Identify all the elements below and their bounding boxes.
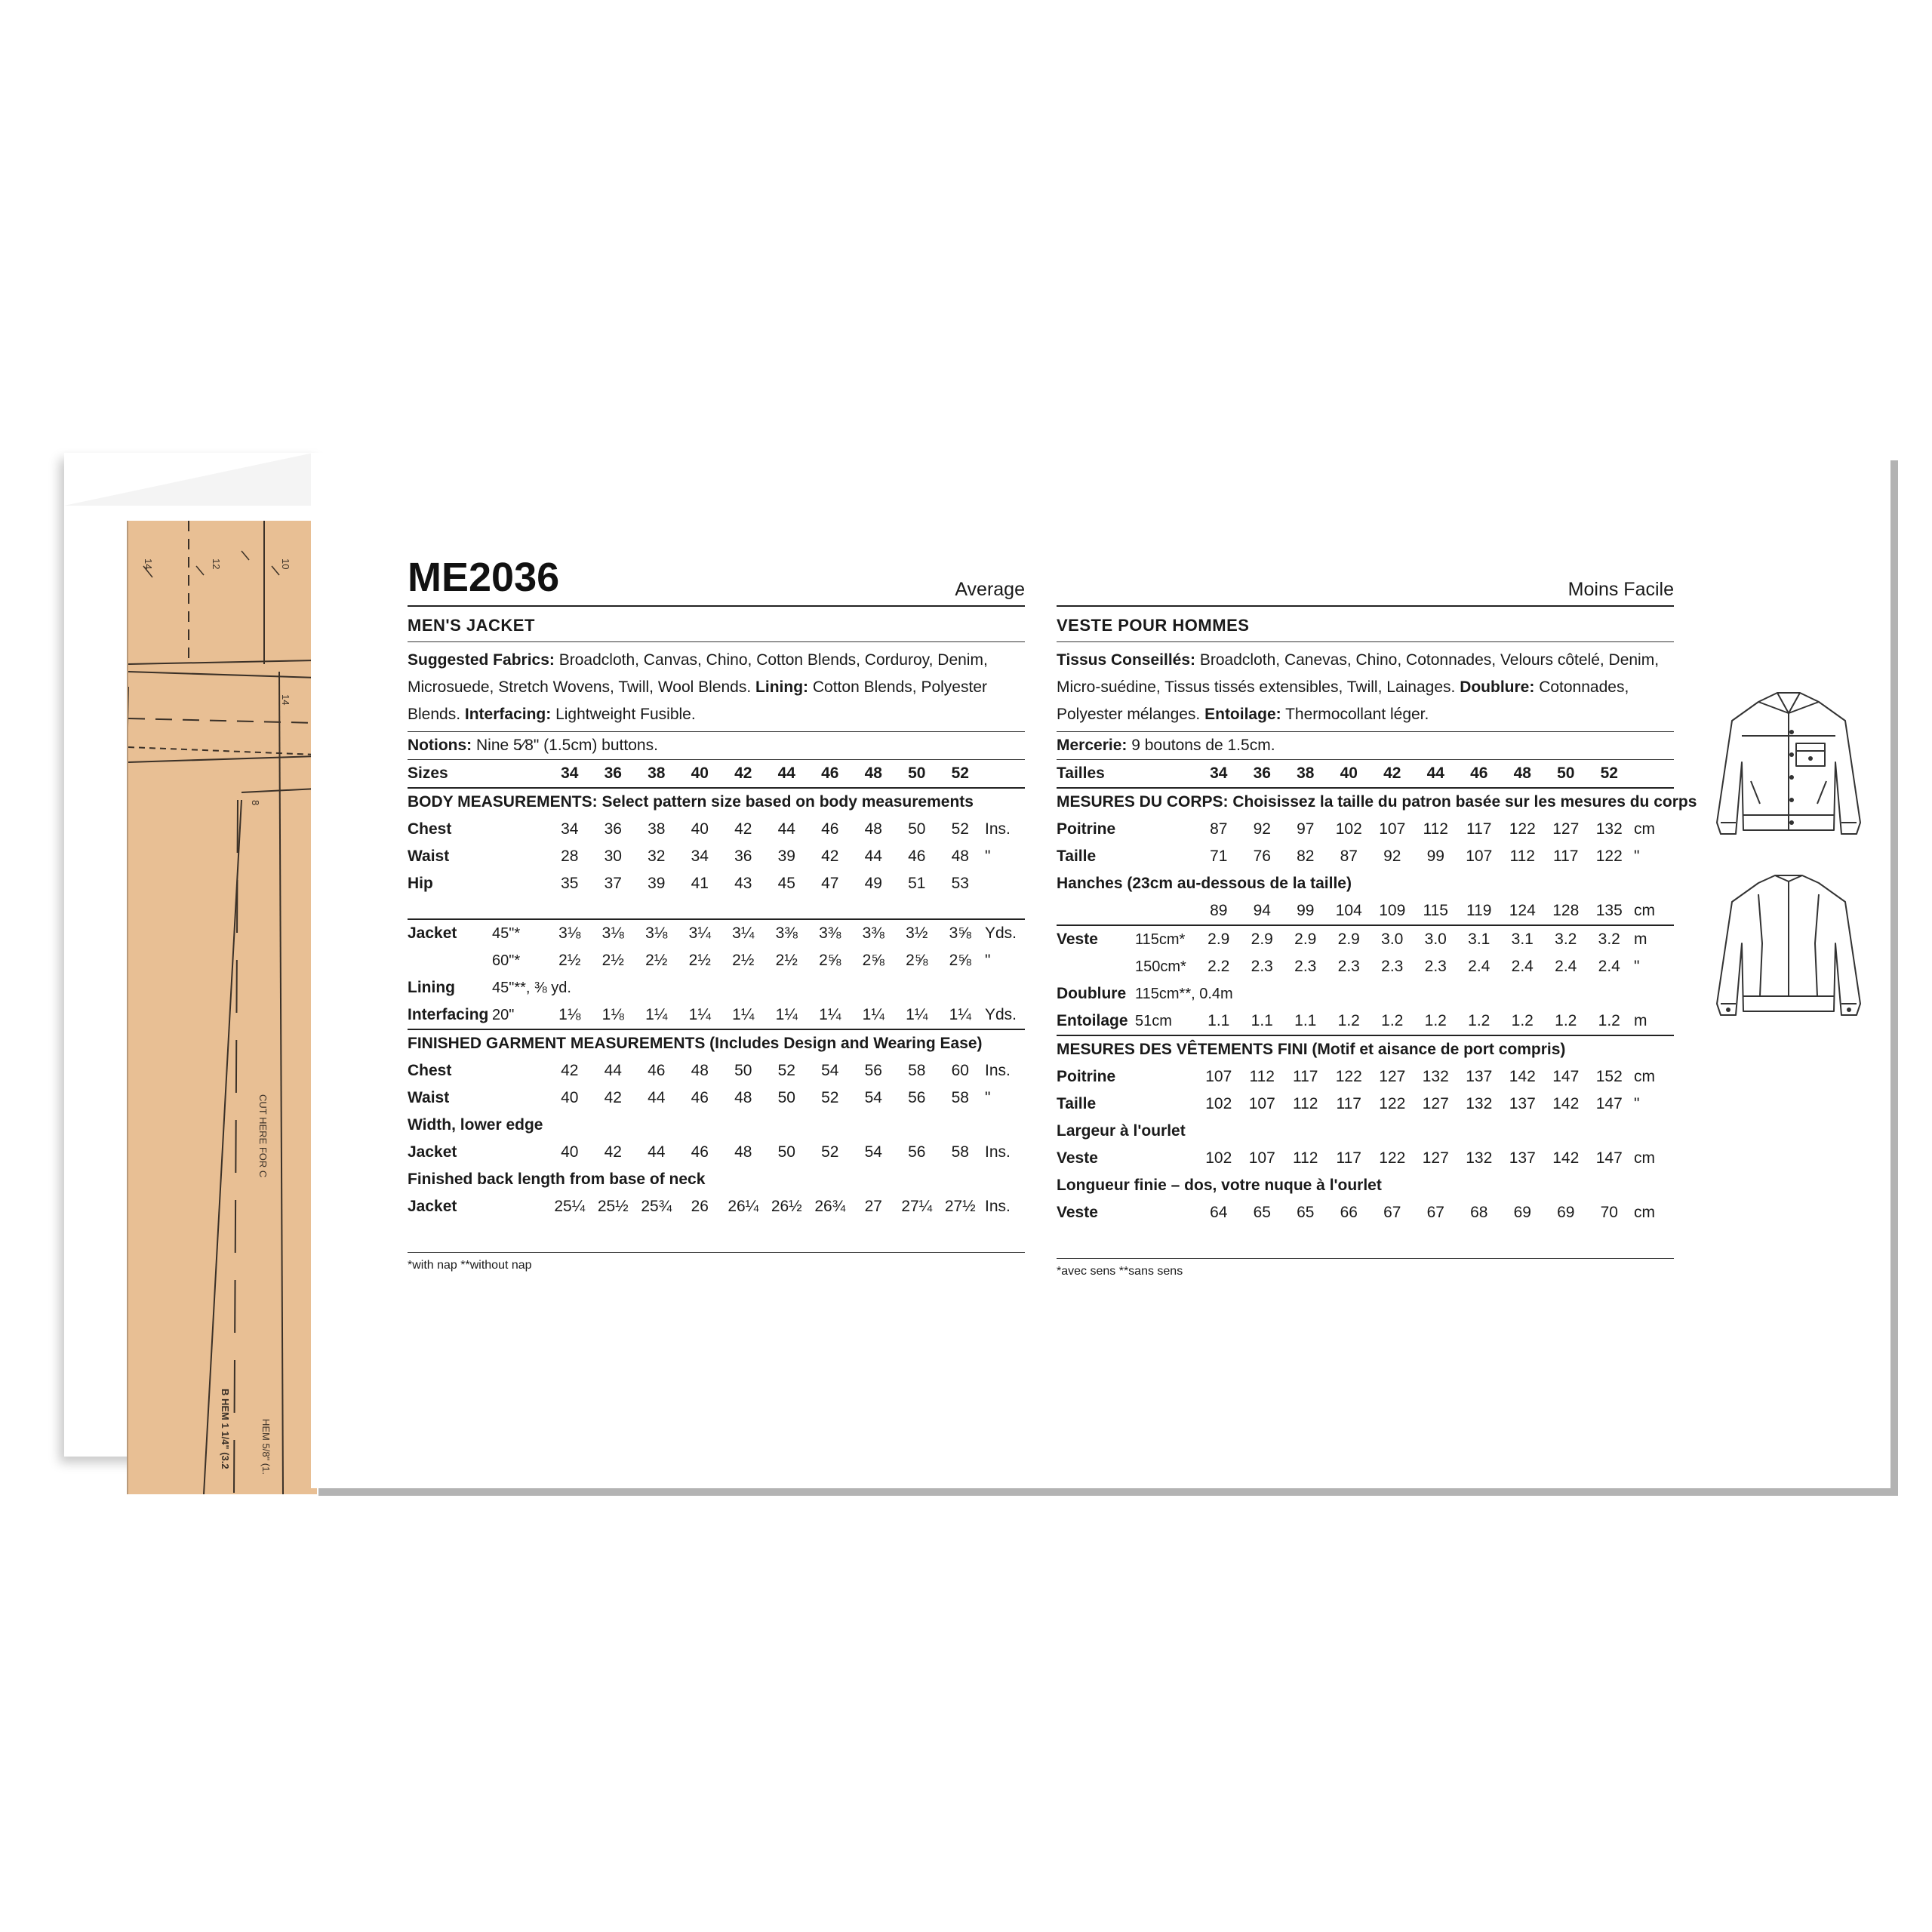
notions: Notions: Nine 5⁄8" (1.5cm) buttons. — [408, 732, 1025, 760]
footnote: *avec sens **sans sens — [1057, 1265, 1183, 1278]
footnote: *with nap **without nap — [408, 1259, 532, 1272]
back-length-label: Longueur finie – dos, votre nuque à l'ourlet — [1057, 1177, 1382, 1194]
pattern-tissue — [127, 521, 317, 1494]
garment-title: VESTE POUR HOMMES — [1057, 607, 1674, 642]
chest-row: Chest 34 36 38 40 42 44 46 48 50 52 Ins. — [408, 820, 1011, 838]
tissue-label: 14 — [280, 694, 291, 706]
finished-waist-row: Waist 40 42 44 46 48 50 52 54 56 58 " — [408, 1089, 991, 1106]
jacket-back-icon — [1706, 860, 1872, 1034]
jacket-60-row: 60"* 2½ 2½ 2½ 2½ 2½ 2½ 2⅝ 2⅝ 2⅝ 2⅝ " — [492, 952, 991, 969]
pattern-code: ME2036 — [408, 555, 560, 600]
body-measurements-title: MESURES DU CORPS: Choisissez la taille du patron basée sur les mesures du corps — [1057, 793, 1697, 811]
english-header — [408, 555, 1025, 607]
french-header — [1057, 558, 1674, 607]
english-column — [408, 555, 1025, 1272]
garment-title: MEN'S JACKET — [408, 607, 1025, 642]
tissue-hem-b: B HEM 1 1/4" (3.2 — [220, 1389, 231, 1469]
width-lower-edge-label: Largeur à l'ourlet — [1057, 1122, 1186, 1140]
tissue-label: 8 — [250, 800, 261, 806]
difficulty-label: Average — [955, 579, 1025, 600]
pattern-tissue-lines — [128, 521, 317, 1494]
tissue-label: 10 — [280, 558, 291, 570]
finished-measurements-title: FINISHED GARMENT MEASUREMENTS (Includes Design and Wearing Ease) — [408, 1035, 983, 1052]
interfacing-row: Entoilage 51cm 1.1 1.1 1.1 1.2 1.2 1.2 1.2 1.2 1.2 1.2 m — [1057, 1008, 1674, 1035]
jacket-45-row: Jacket 45"* 3⅛ 3⅛ 3⅛ 3¼ 3¼ 3⅜ 3⅜ 3⅜ 3½ 3⅝ Yds. — [408, 924, 1017, 942]
tissue-label: 14 — [143, 558, 154, 570]
technical-sketches — [1706, 679, 1872, 1034]
jacket-front-icon — [1706, 679, 1872, 853]
english-measurement-table — [408, 760, 1025, 1253]
sizes-row: Sizes 34 36 38 40 42 44 46 48 50 52 — [408, 760, 1025, 788]
lining-row: Doublure 115cm**, 0.4m — [1057, 985, 1233, 1002]
tissue-cut-text: CUT HERE FOR C — [257, 1094, 269, 1178]
finished-chest-row: Chest 42 44 46 48 50 52 54 56 58 60 Ins. — [408, 1062, 1011, 1079]
chest-row: Poitrine 87 92 97 102 107 112 117 122 127 132 cm — [1057, 820, 1655, 838]
sizes-row: Tailles 34 36 38 40 42 44 46 48 50 52 — [1057, 760, 1674, 788]
tissue-label: 12 — [211, 558, 222, 570]
finished-chest-row: Poitrine 107 112 117 122 127 132 137 142 147 152 cm — [1057, 1068, 1655, 1085]
hip-row: 89 94 99 104 109 115 119 124 128 135 cm — [1057, 897, 1674, 925]
french-measurement-table — [1057, 760, 1697, 1259]
finished-waist-row: Taille 102 107 112 117 122 127 132 137 142 147 " — [1057, 1095, 1640, 1112]
back-length-jacket-row: Jacket 25¼ 25½ 25¾ 26 26¼ 26½ 26¾ 27 27¼ 27½ Ins. — [408, 1198, 1011, 1215]
finished-jacket-width-row: Jacket 40 42 44 46 48 50 52 54 56 58 Ins. — [408, 1143, 1011, 1161]
notions: Mercerie: 9 boutons de 1.5cm. — [1057, 732, 1674, 760]
jacket-150-row: 150cm* 2.2 2.3 2.3 2.3 2.3 2.3 2.4 2.4 2.4 2.4 " — [1135, 958, 1640, 975]
waist-row: Taille 71 76 82 87 92 99 107 112 117 122 " — [1057, 848, 1640, 865]
difficulty-label: Moins Facile — [1567, 579, 1674, 600]
back-length-label: Finished back length from base of neck — [408, 1171, 706, 1188]
waist-row: Waist 28 30 32 34 36 39 42 44 46 48 " — [408, 848, 991, 865]
french-column — [1057, 558, 1697, 1278]
interfacing-row: Interfacing 20" 1⅛ 1⅛ 1¼ 1¼ 1¼ 1¼ 1¼ 1¼ 1¼ 1¼ Yds. — [408, 1001, 1025, 1029]
back-length-jacket-row: Veste 64 65 65 66 67 67 68 69 69 70 cm — [1057, 1204, 1655, 1221]
body-measurements-title: BODY MEASUREMENTS: Select pattern size based on body measurements — [408, 793, 974, 811]
tissue-hem-a: HEM 5/8" (1. — [260, 1419, 272, 1475]
width-lower-edge-label: Width, lower edge — [408, 1116, 543, 1134]
envelope-flap — [64, 453, 313, 506]
envelope-back-card — [311, 453, 1890, 1488]
finished-jacket-width-row: Veste 102 107 112 117 122 127 132 137 142 147 cm — [1057, 1149, 1655, 1167]
jacket-115-row: Veste 115cm* 2.9 2.9 2.9 2.9 3.0 3.0 3.1 3.1 3.2 3.2 m — [1057, 931, 1647, 948]
suggested-fabrics: Tissus Conseillés: Broadcloth, Canevas, Chino, Cotonnades, Velours côtelé, Denim, Micro-suédine, Tissus tissés extensibles, Twill, Lainages. Doublure: Cotonnades, Polyester mélanges. Entoilage: Thermocollant léger. — [1057, 642, 1674, 732]
finished-measurements-title: MESURES DES VÊTEMENTS FINI (Motif et aisance de port compris) — [1057, 1041, 1566, 1058]
suggested-fabrics: Suggested Fabrics: Broadcloth, Canvas, Chino, Cotton Blends, Corduroy, Denim, Microsuede, Stretch Wovens, Twill, Wool Blends. Lining: Cotton Blends, Polyester Blends. Interfacing: Lightweight Fusible. — [408, 642, 1025, 732]
hip-label: Hanches (23cm au-dessous de la taille) — [1057, 875, 1352, 892]
lining-row: Lining 45"**, ⅜ yd. — [408, 979, 571, 996]
hip-row: Hip 35 37 39 41 43 45 47 49 51 53 — [408, 875, 969, 892]
